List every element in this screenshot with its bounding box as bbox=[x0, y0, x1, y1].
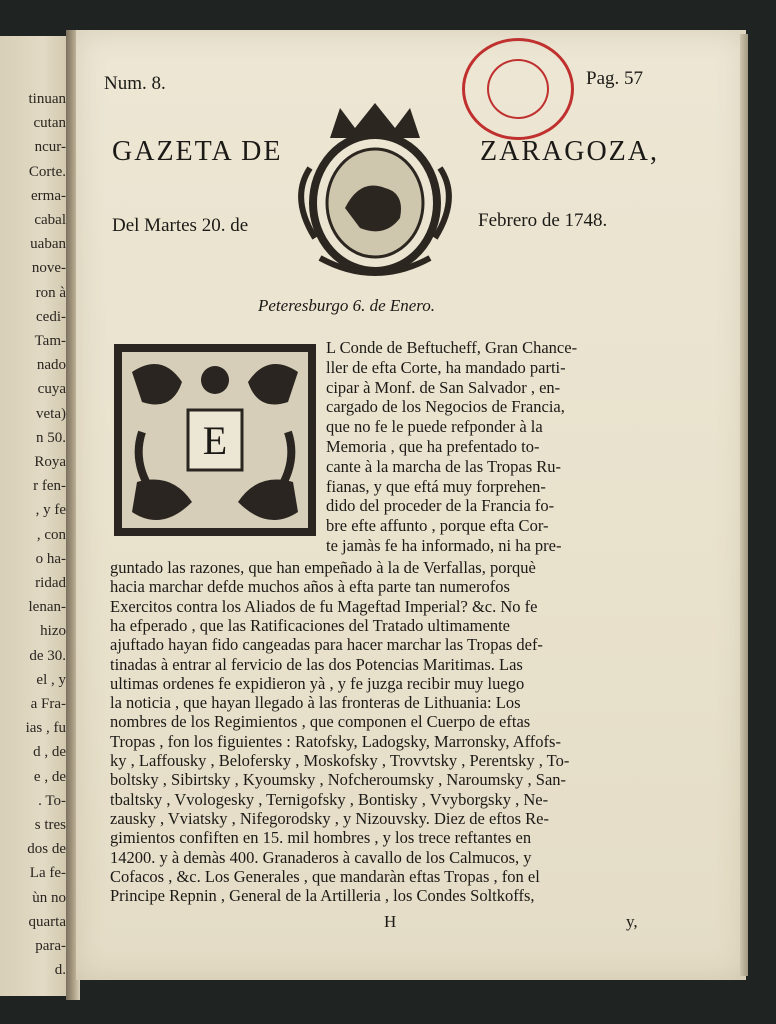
article-line: Cofacos , &c. Los Generales , que mandaràn eftas Tropas , fon el bbox=[110, 866, 540, 886]
article-line: fianas, y que eftá muy forprehen- bbox=[326, 476, 546, 496]
left-page-line: e , de bbox=[33, 768, 66, 785]
left-page-line: ridad bbox=[35, 575, 66, 591]
left-page-line: veta) bbox=[36, 405, 66, 422]
article-line: gimientos confiften en 15. mil hombres , y los trece reftantes en bbox=[110, 828, 532, 848]
left-page-line: lenan- bbox=[28, 599, 66, 616]
article-line: ller de efta Corte, ha mandado parti- bbox=[326, 357, 566, 377]
left-page-line: Roya bbox=[34, 454, 66, 470]
left-page-line: , con bbox=[36, 526, 66, 543]
page-edge bbox=[740, 34, 748, 976]
article-line: tinadas à entrar al fervicio de las dos Potencias Maritimas. Las bbox=[110, 654, 523, 674]
article-line: cante à la marcha de las Tropas Ru- bbox=[326, 456, 562, 476]
left-page-line: o ha- bbox=[35, 550, 66, 567]
article-line: hacia marchar defde muchos años à efta parte tan numerofos bbox=[110, 577, 510, 597]
zaragoza-coat-of-arms-icon bbox=[290, 98, 460, 280]
article-line: 14200. y à demàs 400. Granaderos à cavallo de los Calmucos, y bbox=[110, 847, 532, 867]
dateline: Peteresburgo 6. de Enero. bbox=[258, 296, 436, 315]
left-page-line: Corte. bbox=[28, 163, 66, 180]
article-line: te jamàs fe ha informado, ni ha pre- bbox=[326, 536, 562, 555]
left-page-line: a Fra- bbox=[30, 696, 66, 712]
left-page-line: erma- bbox=[31, 187, 66, 204]
issue-number: Num. 8. bbox=[104, 73, 166, 94]
left-page-line: cedi- bbox=[36, 308, 66, 325]
left-page-line: n 50. bbox=[36, 429, 66, 446]
left-page-line: para- bbox=[35, 938, 66, 954]
left-page-line: nado bbox=[36, 357, 66, 374]
left-page-line: uaban bbox=[30, 236, 66, 253]
initial-letter: E bbox=[202, 418, 228, 463]
title-right: ZARAGOZA, bbox=[480, 136, 659, 167]
left-page-line: , y fe bbox=[35, 502, 66, 519]
left-page-margin bbox=[0, 36, 74, 996]
left-page-line: cutan bbox=[33, 115, 66, 132]
left-page-line: ncur- bbox=[34, 139, 66, 156]
article-line: nombres de los Regimientos , que componen el Cuerpo de eftas bbox=[110, 712, 531, 732]
library-stamp bbox=[462, 38, 574, 140]
article-line: Exercitos contra los Aliados de fu Mageftad Imperial? &c. No fe bbox=[110, 596, 538, 616]
left-page-line: d. bbox=[54, 962, 66, 979]
left-page-line: r fen- bbox=[33, 478, 66, 495]
article-line: zausky , Vviatsky , Nifegorodsky , y Nizouvsky. Diez de eftos Re- bbox=[110, 808, 549, 828]
left-page-line: hizo bbox=[40, 623, 66, 640]
left-page-line: Tam- bbox=[34, 333, 66, 349]
article-line: boltsky , Sibirtsky , Kyoumsky , Nofcheroumsky , Naroumsky , San- bbox=[110, 770, 567, 790]
article-line: L Conde de Beftucheff, Gran Chance- bbox=[326, 338, 578, 357]
left-page-line: . To- bbox=[38, 792, 66, 809]
left-page-line: el , y bbox=[36, 671, 66, 688]
article-line: ha efperado , que las Ratificaciones del Tratado ultimamente bbox=[110, 615, 510, 635]
date-right: Febrero de 1748. bbox=[478, 210, 608, 231]
left-page-line: quarta bbox=[28, 913, 66, 930]
ornamental-initial bbox=[112, 342, 318, 538]
left-page-line: tinuan bbox=[28, 91, 66, 107]
left-page-line: cabal bbox=[34, 212, 66, 228]
left-page-line: ùn no bbox=[32, 889, 66, 906]
article-line: tbaltsky , Vvologesky , Ternigofsky , Bontisky , Vvyborgsky , Ne- bbox=[110, 789, 549, 809]
signature-mark: H bbox=[384, 912, 397, 931]
left-page-line: de 30. bbox=[29, 647, 66, 664]
article-line: guntado las razones, que han empeñado à la de Verfallas, porquè bbox=[110, 558, 536, 577]
article-line: ky , Laffousky , Belofersky , Moskofsky , Trovvtsky , Perentsky , To- bbox=[110, 751, 570, 770]
left-page-line: ron à bbox=[35, 284, 66, 301]
article-line: dido del proceder de la Francia fo- bbox=[326, 496, 555, 516]
left-page-line: cuya bbox=[37, 381, 66, 398]
article-line: cargado de los Negocios de Francia, bbox=[326, 397, 565, 417]
left-page-line: d , de bbox=[33, 744, 66, 761]
article-line: bre efte affunto , porque efta Cor- bbox=[326, 516, 549, 536]
left-page-line: s tres bbox=[34, 817, 66, 833]
article-line: Tropas , fon los figuientes : Ratofsky, Ladogsky, Marronsky, Affofs- bbox=[110, 731, 561, 751]
article-line: Memoria , que ha prefentado to- bbox=[326, 437, 540, 456]
article-line: la noticia , que hayan llegado à las fronteras de Lithuania: Los bbox=[110, 693, 521, 713]
catchword: y, bbox=[626, 912, 638, 931]
stamp-crest-icon bbox=[487, 59, 549, 119]
title-left: GAZETA DE bbox=[112, 136, 283, 167]
article-line: ultimas ordenes fe expidieron yà , y fe juzga recibir muy luego bbox=[110, 673, 525, 693]
left-page-line: La fe- bbox=[29, 865, 66, 882]
left-page-line: ias , fu bbox=[25, 720, 66, 737]
left-page-line: dos de bbox=[27, 841, 66, 858]
left-page-line: nove- bbox=[31, 260, 66, 277]
page-number: Pag. 57 bbox=[586, 68, 643, 89]
date-left: Del Martes 20. de bbox=[112, 215, 249, 236]
article-line: cipar à Monf. de San Salvador , en- bbox=[326, 377, 561, 397]
article-line: ajuftado hayan fido cangeadas para hacer marchar las Tropas def- bbox=[110, 635, 543, 655]
article-line: Principe Repnin , General de la Artilleria , los Condes Soltkoffs, bbox=[110, 886, 535, 906]
article-line: que no fe le puede refponder à la bbox=[326, 417, 543, 437]
